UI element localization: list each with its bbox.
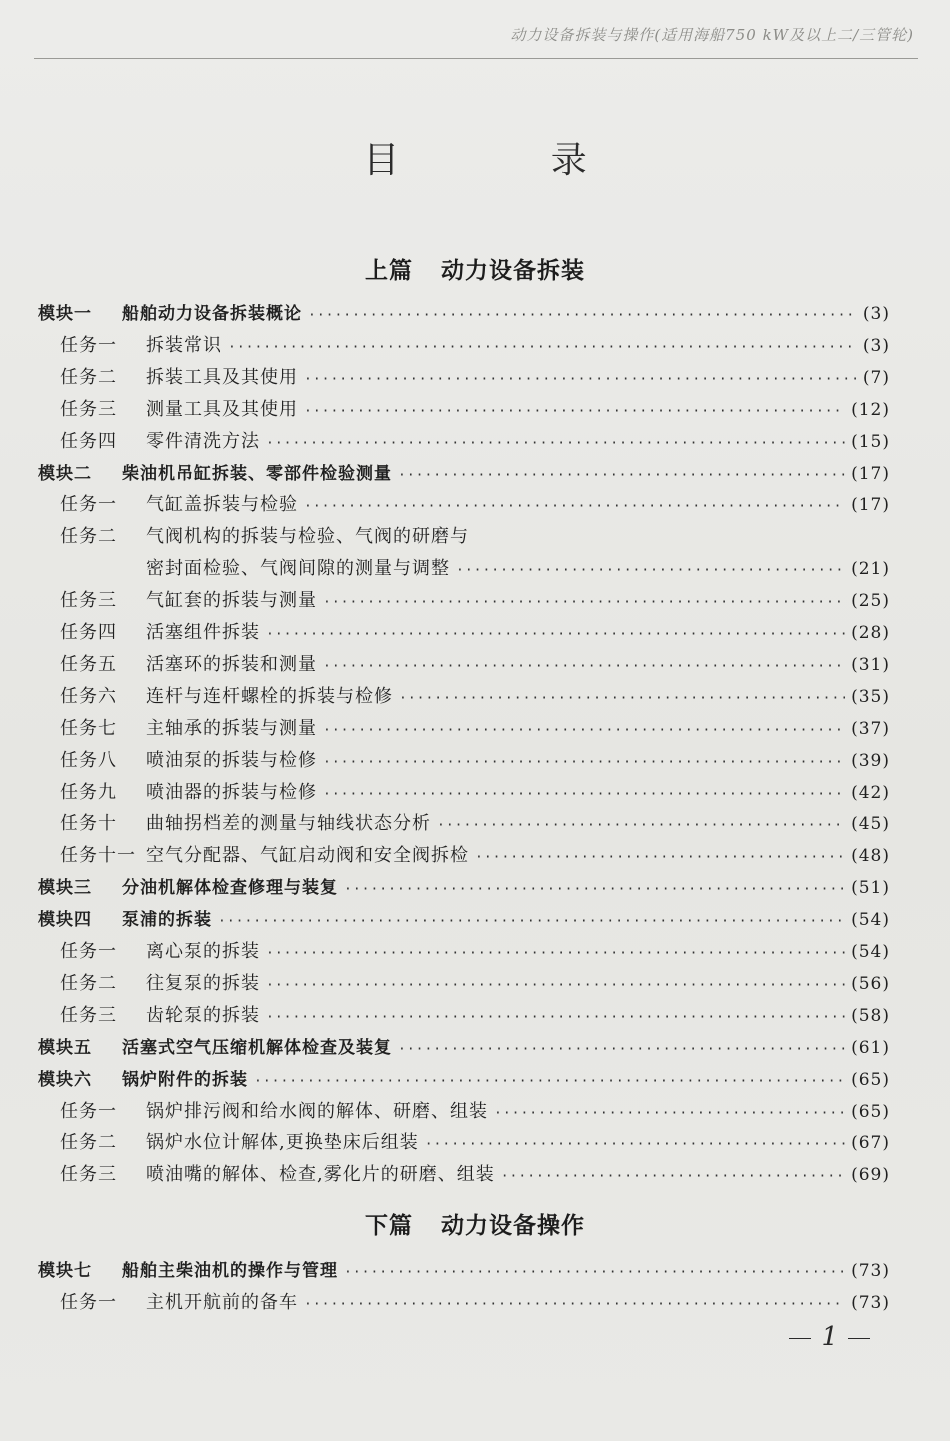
entry-title: 活塞组件拆装	[146, 622, 260, 643]
toc-task-entry	[60, 522, 890, 552]
entry-title: 锅炉水位计解体,更换垫床后组装	[146, 1132, 419, 1154]
entry-page-number: (51)	[851, 878, 890, 899]
entry-page-number: (12)	[851, 399, 890, 420]
entry-title: 主机开航前的备车	[146, 1292, 298, 1313]
dot-leader	[399, 684, 845, 714]
toc-task-entry	[60, 809, 890, 839]
toc-task-entry	[60, 1288, 890, 1318]
entry-page-number: (17)	[851, 495, 890, 516]
entry-title: 往复泵的拆装	[146, 972, 260, 994]
entry-label: 任务七	[60, 717, 117, 739]
entry-title: 喷油器的拆装与检修	[146, 781, 317, 803]
toc-task-entry	[60, 650, 890, 680]
entry-title: 气缸套的拆装与测量	[146, 590, 317, 612]
entry-title: 柴油机吊缸拆装、零部件检验测量	[122, 463, 392, 484]
entry-label: 任务二	[60, 526, 117, 548]
entry-label: 任务一	[60, 334, 117, 356]
entry-page-number: (58)	[851, 1005, 890, 1026]
toc-module-entry	[38, 1256, 890, 1286]
entry-title: 锅炉附件的拆装	[122, 1069, 248, 1090]
entry-label: 模块二	[38, 463, 92, 484]
entry-title: 分油机解体检查修理与装复	[122, 878, 338, 899]
toc-module-entry	[38, 1033, 890, 1063]
entry-page-number: (3)	[862, 335, 890, 356]
toc-title: 目 录	[363, 140, 657, 181]
entry-title: 密封面检验、气阀间隙的测量与调整	[146, 558, 450, 580]
entry-page-number: (21)	[851, 559, 890, 580]
part-heading-1	[0, 252, 950, 285]
entry-page-number: (45)	[851, 814, 890, 835]
dot-leader	[425, 1130, 845, 1160]
entry-page-number: (35)	[851, 686, 890, 707]
page-number	[779, 1322, 880, 1352]
entry-page-number: (7)	[862, 367, 890, 388]
entry-label: 模块四	[38, 910, 92, 931]
entry-label: 任务十一	[60, 845, 136, 867]
toc-module-entry	[38, 905, 890, 935]
entry-page-number: (67)	[851, 1133, 890, 1154]
dot-leader	[323, 748, 845, 778]
entry-title: 曲轴拐档差的测量与轴线状态分析	[146, 813, 431, 835]
entry-page-number: (28)	[851, 623, 890, 643]
entry-title: 离心泵的拆装	[146, 941, 260, 962]
entry-label: 模块六	[38, 1069, 92, 1090]
toc-task-entry	[60, 363, 890, 393]
entry-label: 任务三	[60, 1004, 117, 1026]
toc-task-entry	[60, 778, 890, 808]
entry-label: 任务三	[60, 398, 117, 420]
entry-label: 任务一	[60, 941, 117, 962]
dot-leader	[266, 971, 845, 1001]
entry-label: 任务二	[60, 1132, 117, 1154]
entry-title: 连杆与连杆螺栓的拆装与检修	[146, 685, 393, 707]
entry-title: 零件清洗方法	[146, 430, 260, 452]
dot-leader	[323, 588, 845, 618]
entry-label: 模块一	[38, 304, 92, 324]
dot-leader	[398, 461, 845, 491]
part-label: 下篇	[365, 1213, 413, 1239]
entry-label: 任务十	[60, 813, 117, 835]
toc-task-entry	[60, 490, 890, 520]
entry-page-number: (37)	[851, 718, 890, 739]
entry-label: 任务九	[60, 781, 117, 803]
toc-task-entry	[60, 618, 890, 648]
dot-leader	[218, 907, 845, 937]
entry-label: 模块三	[38, 878, 92, 899]
part-label: 上篇	[365, 258, 413, 284]
toc-task-entry	[60, 331, 890, 361]
dot-leader	[398, 1035, 845, 1065]
entry-label: 模块五	[38, 1037, 92, 1058]
toc-task-entry	[60, 746, 890, 776]
entry-title: 船舶主柴油机的操作与管理	[122, 1261, 338, 1281]
page-number-dash-left	[789, 1338, 811, 1339]
entry-label: 任务一	[60, 1100, 117, 1122]
entry-label: 任务二	[60, 366, 117, 388]
entry-title: 船舶动力设备拆装概论	[122, 304, 302, 324]
page-number-dash-right	[848, 1338, 870, 1339]
dot-leader	[304, 1290, 845, 1320]
toc-module-entry	[38, 1065, 890, 1095]
entry-page-number: (56)	[851, 973, 890, 994]
dot-leader	[323, 780, 845, 810]
part-title: 动力设备操作	[441, 1213, 585, 1239]
entry-label: 任务三	[60, 590, 117, 612]
page-number-value: 1	[821, 1322, 838, 1352]
dot-leader	[254, 1067, 845, 1097]
entry-page-number: (61)	[851, 1037, 890, 1058]
dot-leader	[494, 1099, 845, 1129]
entry-title: 泵浦的拆装	[122, 910, 212, 931]
entry-title: 气缸盖拆装与检验	[146, 494, 298, 516]
entry-title: 齿轮泵的拆装	[146, 1004, 260, 1026]
entry-label: 模块七	[38, 1261, 92, 1281]
running-header: 动力设备拆装与操作(适用海船750 kW及以上二/三管轮)	[510, 26, 914, 44]
entry-label: 任务一	[60, 494, 117, 516]
entry-page-number: (39)	[851, 750, 890, 771]
toc-module-entry	[38, 299, 890, 329]
entry-page-number: (48)	[851, 846, 890, 867]
dot-leader	[228, 333, 857, 363]
entry-title: 空气分配器、气缸启动阀和安全阀拆检	[146, 845, 469, 867]
toc-task-entry	[60, 1128, 890, 1158]
entry-title: 测量工具及其使用	[146, 398, 298, 420]
entry-title: 拆装常识	[146, 334, 222, 356]
toc-task-entry	[60, 841, 890, 871]
header-rule	[34, 58, 918, 59]
entry-title: 气阀机构的拆装与检验、气阀的研磨与	[146, 526, 469, 548]
entry-title: 主轴承的拆装与测量	[146, 717, 317, 739]
entry-page-number: (42)	[851, 782, 890, 803]
toc-task-entry	[60, 1160, 890, 1190]
dot-leader	[323, 716, 845, 746]
entry-label: 任务五	[60, 653, 117, 675]
part-heading-2	[0, 1207, 950, 1240]
entry-label: 任务四	[60, 622, 117, 643]
entry-page-number: (73)	[851, 1293, 890, 1313]
entry-page-number: (69)	[851, 1165, 890, 1186]
entry-page-number: (15)	[851, 431, 890, 452]
toc-task-entry	[60, 554, 890, 584]
entry-label: 任务三	[60, 1164, 117, 1186]
entry-title: 喷油嘴的解体、检查,雾化片的研磨、组装	[146, 1164, 495, 1186]
entry-page-number: (73)	[851, 1261, 890, 1281]
entry-title: 活塞环的拆装和测量	[146, 653, 317, 675]
entry-page-number: (17)	[851, 463, 890, 484]
dot-leader	[456, 556, 845, 586]
entry-title: 活塞式空气压缩机解体检查及装复	[122, 1037, 392, 1058]
entry-page-number: (25)	[851, 591, 890, 612]
dot-leader	[266, 429, 845, 459]
dot-leader	[304, 492, 845, 522]
toc-task-entry	[60, 1001, 890, 1031]
entry-page-number: (65)	[851, 1101, 890, 1122]
toc-task-entry	[60, 969, 890, 999]
entry-page-number: (54)	[851, 942, 890, 962]
toc-task-entry	[60, 714, 890, 744]
entry-label: 任务六	[60, 685, 117, 707]
entry-page-number: (65)	[851, 1069, 890, 1090]
dot-leader	[304, 397, 845, 427]
toc-module-entry	[38, 459, 890, 489]
entry-label: 任务八	[60, 749, 117, 771]
dot-leader	[344, 1258, 845, 1288]
entry-title: 锅炉排污阀和给水阀的解体、研磨、组装	[146, 1100, 488, 1122]
entry-title: 拆装工具及其使用	[146, 366, 298, 388]
entry-page-number: (54)	[851, 910, 890, 931]
toc-task-entry	[60, 1097, 890, 1127]
dot-leader	[475, 843, 845, 873]
toc-task-entry	[60, 586, 890, 616]
entry-page-number: (3)	[862, 304, 890, 324]
toc-task-entry	[60, 427, 890, 457]
entry-label: 任务二	[60, 972, 117, 994]
toc-task-entry	[60, 682, 890, 712]
part-title: 动力设备拆装	[441, 258, 585, 284]
dot-leader	[266, 939, 845, 969]
dot-leader	[323, 652, 845, 682]
entry-label: 任务一	[60, 1292, 117, 1313]
dot-leader	[344, 875, 845, 905]
dot-leader	[266, 620, 845, 650]
entry-title: 喷油泵的拆装与检修	[146, 749, 317, 771]
dot-leader	[501, 1162, 845, 1192]
dot-leader	[308, 301, 857, 331]
toc-task-entry	[60, 395, 890, 425]
dot-leader	[266, 1003, 845, 1033]
entry-label: 任务四	[60, 430, 117, 452]
toc-module-entry	[38, 873, 890, 903]
dot-leader	[437, 811, 845, 841]
entry-page-number: (31)	[851, 654, 890, 675]
toc-task-entry	[60, 937, 890, 967]
dot-leader	[304, 365, 857, 395]
